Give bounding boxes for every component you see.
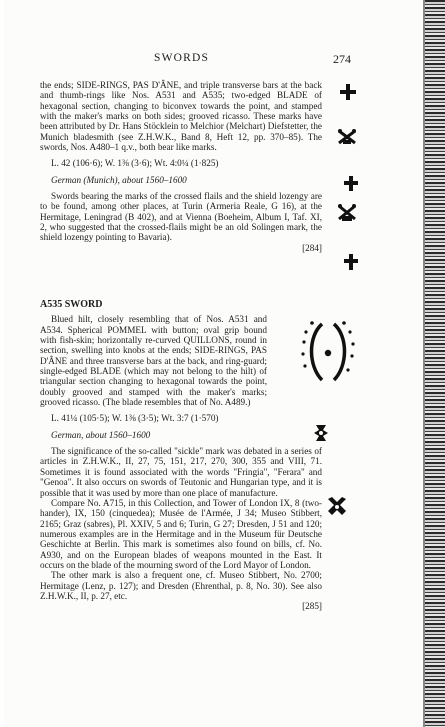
- book-page: [4, 0, 424, 727]
- entry-a534-continued: [40, 80, 322, 253]
- page-title: SWORDS: [154, 52, 210, 64]
- description-paragraph: the ends; SIDE-RINGS, PAS D'ÂNE, and triple transverse bars at the back and thumb-rings like Nos. A531 and A535; two-edged BLADE of hexagonal section, changing to biconvex towards the point, and stamped with the maker's marks on both sides; grooved ricasso. These marks have been attributed by Dr. Hans Stöcklein to Melchior (Melchart) Diefstetter, the Munich bladesmith (see Z.H.W.K., Band 8, Heft 12, pp. 370–85). The swords, Nos. A480–1 q.v., both bear like marks.: [40, 80, 322, 153]
- other-mark-paragraph: The other mark is also a frequent one, cf. Museo Stibbert, No. 2700; Hermitage (Lenz, p. 127); and Dresden (Ehrenthal, p. 8, No. 30). See also Z.H.W.K., II, p. 27, etc.: [40, 570, 322, 601]
- cross-mark-icon: [340, 84, 356, 100]
- paragraph-reference: [285]: [302, 601, 322, 612]
- entry-a535: [40, 300, 322, 612]
- comparison-paragraph: Compare No. A715, in this Collection, and Tower of London IX, 8 (two-hander), IX, 150 (cinquedea); Musée de l'Armée, J 34; Museo Stibbert, 2165; Graz (sabres), Pl. XXIV, 5 and 6; Turin, G 27; Dresden, J 51 and 120; numerous examples are in the Hermitage and in the Museum für Deutsche Geschichte at Berlin. This mark is sometimes also found on bills, cf. No. A930, and on the European blades of weapons mounted in the East. It occurs on the blade of the mourning sword of the Lord Mayor of London.: [40, 497, 322, 570]
- paragraph-reference: [284]: [302, 242, 322, 253]
- shield-lozengy-mark-icon: [344, 254, 358, 270]
- book-binding: [425, 0, 445, 727]
- shield-lozengy-mark-icon: [344, 176, 358, 191]
- entry-title: A535 SWORD: [40, 299, 103, 310]
- measurements: L. 41¼ (105·5); W. 1⅜ (3·5); Wt. 3:7 (1·570): [51, 413, 219, 424]
- running-header: [4, 52, 424, 66]
- description-paragraph: Blued hilt, closely resembling that of Nos. A531 and A534. Spherical POMMEL with button; oval grip bound with fish-skin; horizontally re-curved QUILLONS, round in section, swelling into knobs at the ends; SIDE-RINGS, PAS D'ÂNE and three transverse bars at the back, and ring-guard; single-edged BLADE (which may not belong to the hilt) of triangular section changing to hexagonal towards the point, doubly grooved and stamped with the maker's marks; grooved ricasso. (The blade resembles that of No. A489.): [40, 314, 267, 408]
- crossed-flails-mark-icon: [337, 204, 357, 222]
- sickle-mark-icon: [300, 318, 356, 388]
- knot-cross-mark-icon: [326, 497, 348, 517]
- commentary-paragraph: Swords bearing the marks of the crossed flails and the shield lozengy are to be found, among other places, at Turin (Armeria Reale, G 16), at the Hermitage, Leningrad (B 402), and at Vienna (Boeheim, Album I, Taf. XI, 2, who suggested that the crossed-flails might be an old Solingen mark, the shield lozengy pointing to Bavaria).: [40, 191, 322, 243]
- crossed-flails-mark-icon: [337, 129, 357, 145]
- knot-cross-mark-icon: [313, 424, 329, 442]
- measurements: L. 42 (106·6); W. 1⅜ (3·6); Wt. 4:0¼ (1·825): [51, 158, 219, 169]
- attribution: German (Munich), about 1560–1600: [51, 174, 187, 185]
- commentary-paragraph: The significance of the so-called "sickle" mark was debated in a series of articles in Z.H.W.K., II, 27, 75, 151, 217, 270, 300, 355 and VIII, 71. Sometimes it is found associated with the words "Fringia", "Ferara" and "Genoa". It also occurs on swords of Teutonic and Hungarian type, and it is possible that it was used by more than one place of manufacture.: [40, 446, 322, 498]
- attribution: German, about 1560–1600: [51, 429, 151, 440]
- page-number: 274: [333, 52, 351, 66]
